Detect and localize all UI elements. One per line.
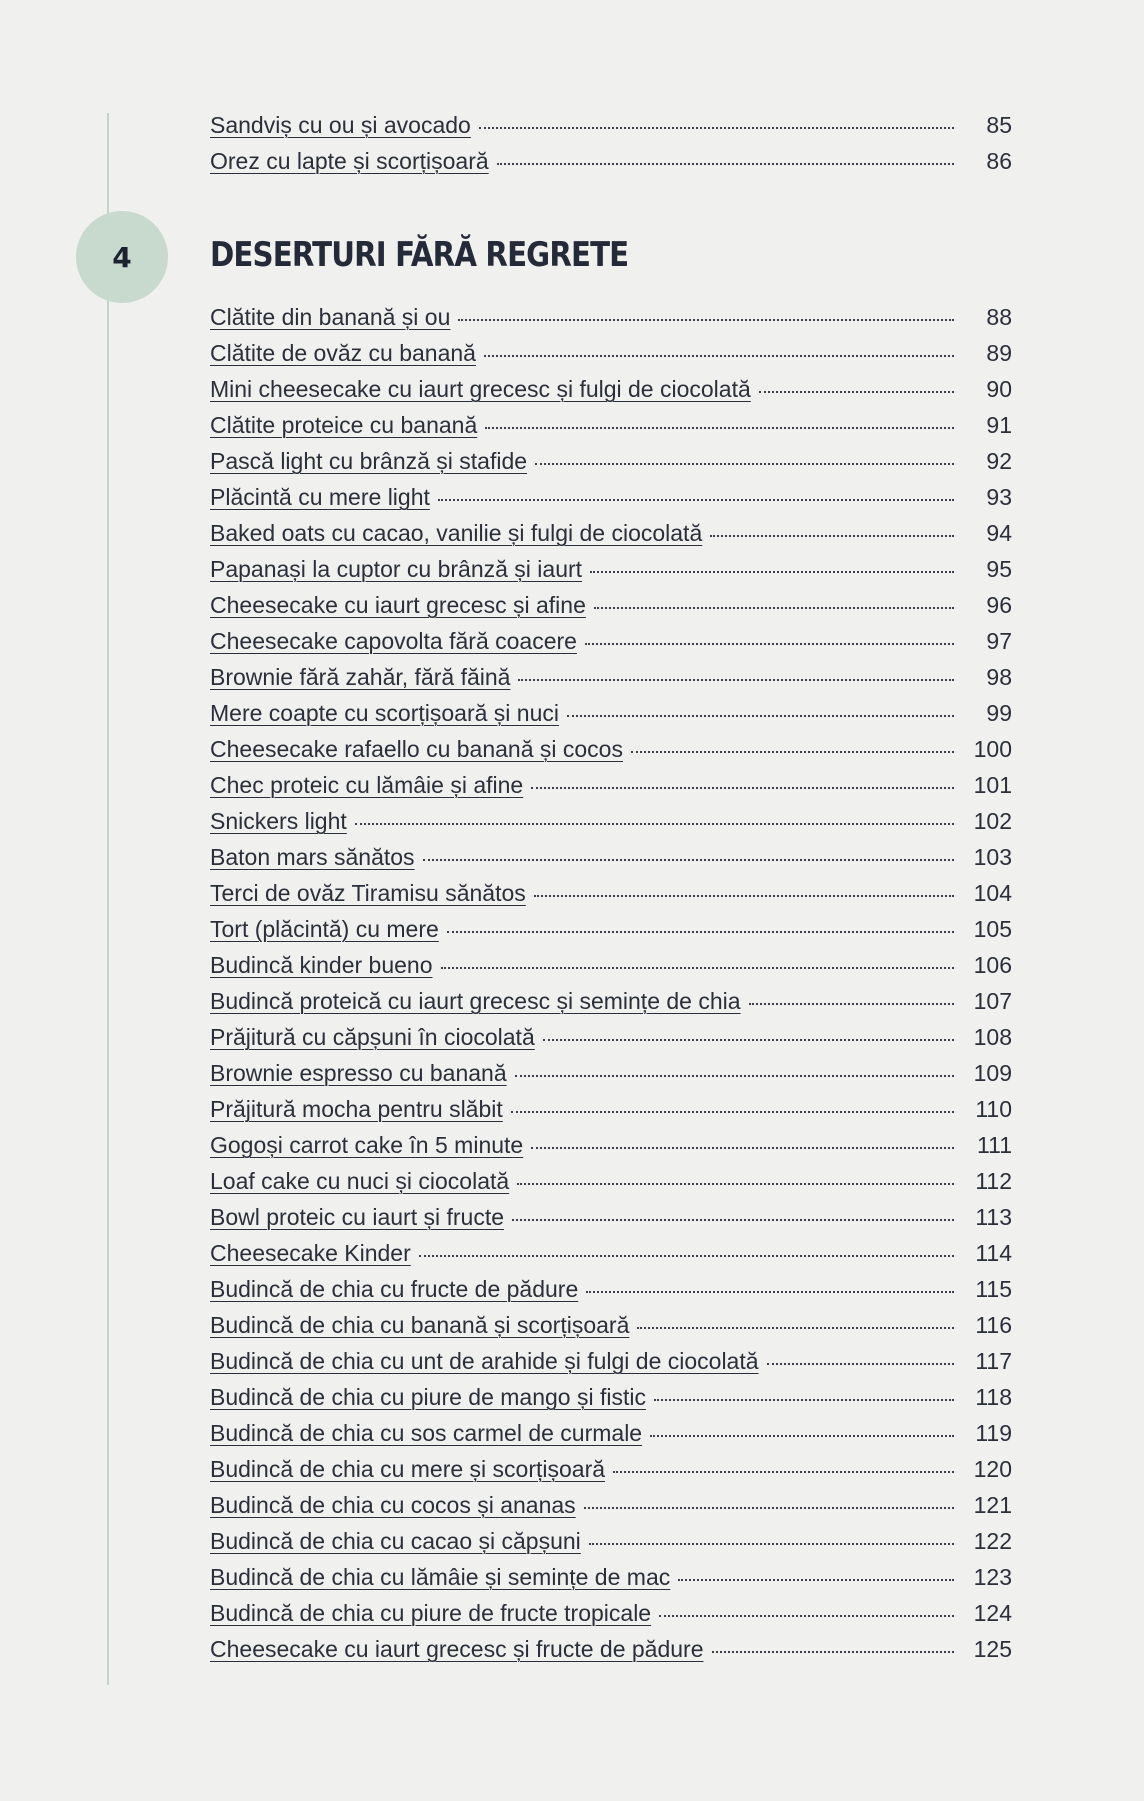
dot-leader <box>749 1003 954 1005</box>
toc-entry-title[interactable]: Orez cu lapte și scorțișoară <box>210 148 489 174</box>
toc-entry[interactable] <box>210 1199 1012 1235</box>
toc-list-chapter-4 <box>210 299 1012 1667</box>
toc-entry-page: 119 <box>975 1420 1012 1446</box>
toc-entry[interactable] <box>210 947 1012 983</box>
toc-entry-page: 112 <box>975 1168 1012 1194</box>
dot-leader <box>531 787 954 789</box>
dot-leader <box>535 463 954 465</box>
dot-leader <box>589 1543 954 1545</box>
dot-leader <box>567 715 954 717</box>
toc-entry-title[interactable]: Budincă de chia cu sos carmel de curmale <box>210 1420 643 1446</box>
dot-leader <box>531 1147 954 1149</box>
toc-entry[interactable] <box>210 623 1012 659</box>
toc-entry[interactable] <box>210 1055 1012 1091</box>
toc-entry-page: 90 <box>986 376 1012 402</box>
toc-entry-title[interactable]: Baton mars sănătos <box>210 844 415 870</box>
toc-entry-title[interactable]: Mere coapte cu scorțișoară și nuci <box>210 700 559 726</box>
toc-entry-title[interactable]: Clătite proteice cu banană <box>210 412 478 438</box>
dot-leader <box>678 1579 954 1581</box>
toc-entry-title[interactable]: Tort (plăcintă) cu mere <box>210 916 439 942</box>
toc-entry[interactable] <box>210 731 1012 767</box>
dot-leader <box>594 607 954 609</box>
toc-entry-page: 125 <box>973 1636 1012 1662</box>
toc-entry-title[interactable]: Clătite din banană și ou <box>210 304 451 330</box>
toc-entry-page: 120 <box>973 1456 1012 1482</box>
toc-entry[interactable] <box>210 407 1012 443</box>
dot-leader <box>419 1255 954 1257</box>
toc-entry-title[interactable]: Budincă de chia cu unt de arahide și fulgi de ciocolată <box>210 1348 759 1374</box>
toc-entry-title[interactable]: Bowl proteic cu iaurt și fructe <box>210 1204 505 1230</box>
dot-leader <box>586 1291 954 1293</box>
toc-entry-title[interactable]: Prăjitură cu căpșuni în ciocolată <box>210 1024 535 1050</box>
toc-entry-page: 88 <box>986 304 1012 330</box>
toc-entry-title[interactable]: Terci de ovăz Tiramisu sănătos <box>210 880 526 906</box>
toc-entry-page: 121 <box>973 1492 1012 1518</box>
toc-entry-title[interactable]: Baked oats cu cacao, vanilie și fulgi de ciocolată <box>210 520 703 546</box>
toc-entry-title[interactable]: Budincă de chia cu mere și scorțișoară <box>210 1456 606 1482</box>
toc-entry[interactable] <box>210 1307 1012 1343</box>
toc-entry[interactable] <box>210 371 1012 407</box>
toc-entry-page: 99 <box>986 700 1012 726</box>
toc-entry-title[interactable]: Brownie fără zahăr, fără făină <box>210 664 511 690</box>
dot-leader <box>511 1111 954 1113</box>
dot-leader <box>637 1327 954 1329</box>
toc-entry-page: 109 <box>973 1060 1012 1086</box>
toc-entry[interactable] <box>210 1235 1012 1271</box>
chapter-title: DESERTURI FĂRĂ REGRETE <box>210 235 629 275</box>
toc-entry-page: 96 <box>986 592 1012 618</box>
toc-entry-page: 104 <box>973 880 1012 906</box>
toc-entry[interactable] <box>210 803 1012 839</box>
dot-leader <box>517 1183 954 1185</box>
toc-entry-page: 113 <box>975 1204 1012 1230</box>
dot-leader <box>518 679 954 681</box>
toc-entry-page: 124 <box>973 1600 1012 1626</box>
toc-entry-title[interactable]: Budincă de chia cu piure de mango și fistic <box>210 1384 646 1410</box>
toc-entry-title[interactable]: Papanași la cuptor cu brânză și iaurt <box>210 556 583 582</box>
dot-leader <box>447 931 954 933</box>
toc-entry-title[interactable]: Chec proteic cu lămâie și afine <box>210 772 524 798</box>
toc-entry[interactable] <box>210 1415 1012 1451</box>
toc-entry-title[interactable]: Mini cheesecake cu iaurt grecesc și fulgi de ciocolată <box>210 376 751 402</box>
dot-leader <box>659 1615 954 1617</box>
dot-leader <box>512 1219 954 1221</box>
toc-entry-page: 89 <box>986 340 1012 366</box>
dot-leader <box>590 571 954 573</box>
toc-entry-title[interactable]: Snickers light <box>210 808 347 834</box>
toc-entry-page: 95 <box>986 556 1012 582</box>
toc-entry-title[interactable]: Clătite de ovăz cu banană <box>210 340 476 366</box>
toc-entry-page: 101 <box>973 772 1012 798</box>
dot-leader <box>497 163 954 165</box>
dot-leader <box>631 751 954 753</box>
toc-entry-page: 94 <box>986 520 1012 546</box>
toc-entry[interactable] <box>210 143 1012 179</box>
toc-entry[interactable] <box>210 767 1012 803</box>
toc-entry-title[interactable]: Cheesecake cu iaurt grecesc și fructe de pădure <box>210 1636 704 1662</box>
toc-entry[interactable] <box>210 1343 1012 1379</box>
toc-entry-title[interactable]: Budincă de chia cu piure de fructe tropicale <box>210 1600 652 1626</box>
toc-entry[interactable] <box>210 335 1012 371</box>
dot-leader <box>515 1075 954 1077</box>
toc-entry-page: 118 <box>975 1384 1012 1410</box>
toc-entry[interactable] <box>210 515 1012 551</box>
toc-entry[interactable] <box>210 659 1012 695</box>
toc-entry[interactable] <box>210 1019 1012 1055</box>
toc-entry[interactable] <box>210 1523 1012 1559</box>
toc-entry-title[interactable]: Cheesecake capovolta fără coacere <box>210 628 577 654</box>
toc-entry[interactable] <box>210 911 1012 947</box>
toc-list-previous-chapter <box>210 107 1012 179</box>
toc-entry-title[interactable]: Budincă kinder bueno <box>210 952 433 978</box>
toc-entry[interactable] <box>210 1127 1012 1163</box>
dot-leader <box>584 1507 954 1509</box>
toc-entry[interactable] <box>210 587 1012 623</box>
toc-entry-page: 92 <box>986 448 1012 474</box>
toc-entry-title[interactable]: Budincă de chia cu banană și scorțișoară <box>210 1312 630 1338</box>
toc-entry[interactable] <box>210 1559 1012 1595</box>
dot-leader <box>613 1471 954 1473</box>
dot-leader <box>767 1363 954 1365</box>
toc-entry-page: 116 <box>975 1312 1012 1338</box>
toc-entry-page: 97 <box>986 628 1012 654</box>
toc-entry-page: 103 <box>973 844 1012 870</box>
toc-entry[interactable] <box>210 1163 1012 1199</box>
toc-entry-title[interactable]: Gogoși carrot cake în 5 minute <box>210 1132 524 1158</box>
dot-leader <box>458 319 954 321</box>
toc-entry[interactable] <box>210 551 1012 587</box>
toc-entry-title[interactable]: Budincă de chia cu cocos și ananas <box>210 1492 576 1518</box>
dot-leader <box>479 127 954 129</box>
dot-leader <box>534 895 954 897</box>
toc-entry-page: 122 <box>973 1528 1012 1554</box>
toc-entry-title[interactable]: Brownie espresso cu banană <box>210 1060 507 1086</box>
toc-entry-page: 98 <box>986 664 1012 690</box>
toc-entry-title[interactable]: Loaf cake cu nuci și ciocolată <box>210 1168 510 1194</box>
dot-leader <box>485 427 954 429</box>
dot-leader <box>484 355 954 357</box>
dot-leader <box>654 1399 954 1401</box>
chapter-divider-line <box>107 113 109 1685</box>
toc-entry-page: 123 <box>973 1564 1012 1590</box>
toc-entry[interactable] <box>210 479 1012 515</box>
toc-entry-page: 111 <box>977 1132 1012 1158</box>
toc-entry[interactable] <box>210 1091 1012 1127</box>
dot-leader <box>585 643 954 645</box>
toc-entry-title[interactable]: Budincă de chia cu lămâie și semințe de mac <box>210 1564 671 1590</box>
toc-entry-title[interactable]: Sandviș cu ou și avocado <box>210 112 471 138</box>
toc-entry-page: 93 <box>986 484 1012 510</box>
toc-entry[interactable] <box>210 1451 1012 1487</box>
dot-leader <box>355 823 954 825</box>
toc-entry-page: 105 <box>973 916 1012 942</box>
dot-leader <box>543 1039 954 1041</box>
dot-leader <box>759 391 954 393</box>
toc-entry[interactable] <box>210 1595 1012 1631</box>
toc-entry-title[interactable]: Pască light cu brânză și stafide <box>210 448 528 474</box>
toc-entry-page: 85 <box>986 112 1012 138</box>
toc-entry[interactable] <box>210 107 1012 143</box>
dot-leader <box>423 859 954 861</box>
toc-entry-title[interactable]: Plăcintă cu mere light <box>210 484 430 510</box>
toc-entry-page: 107 <box>973 988 1012 1014</box>
toc-entry-page: 110 <box>975 1096 1012 1122</box>
toc-entry[interactable] <box>210 299 1012 335</box>
dot-leader <box>650 1435 954 1437</box>
toc-entry-title[interactable]: Cheesecake Kinder <box>210 1240 411 1266</box>
toc-entry[interactable] <box>210 839 1012 875</box>
toc-entry-title[interactable]: Budincă proteică cu iaurt grecesc și semințe de chia <box>210 988 741 1014</box>
toc-entry-title[interactable]: Cheesecake cu iaurt grecesc și afine <box>210 592 586 618</box>
toc-entry-page: 102 <box>973 808 1012 834</box>
toc-entry-page: 106 <box>973 952 1012 978</box>
toc-entry[interactable] <box>210 983 1012 1019</box>
toc-entry[interactable] <box>210 1631 1012 1667</box>
toc-entry[interactable] <box>210 443 1012 479</box>
chapter-number-badge: 4 <box>76 211 168 303</box>
toc-entry-page: 108 <box>973 1024 1012 1050</box>
dot-leader <box>441 967 955 969</box>
toc-entry-title[interactable]: Budincă de chia cu cacao și căpșuni <box>210 1528 581 1554</box>
toc-entry-title[interactable]: Budincă de chia cu fructe de pădure <box>210 1276 579 1302</box>
toc-entry-page: 117 <box>975 1348 1012 1374</box>
toc-entry[interactable] <box>210 695 1012 731</box>
dot-leader <box>438 499 954 501</box>
toc-entry-page: 115 <box>975 1276 1012 1302</box>
toc-entry-page: 86 <box>986 148 1012 174</box>
toc-entry[interactable] <box>210 1487 1012 1523</box>
toc-entry-page: 100 <box>973 736 1012 762</box>
toc-entry-page: 91 <box>986 412 1012 438</box>
toc-entry-title[interactable]: Cheesecake rafaello cu banană și cocos <box>210 736 623 762</box>
dot-leader <box>712 1651 955 1653</box>
toc-entry-title[interactable]: Prăjitură mocha pentru slăbit <box>210 1096 503 1122</box>
dot-leader <box>710 535 954 537</box>
toc-entry[interactable] <box>210 1271 1012 1307</box>
toc-entry[interactable] <box>210 875 1012 911</box>
toc-entry[interactable] <box>210 1379 1012 1415</box>
toc-entry-page: 114 <box>975 1240 1012 1266</box>
